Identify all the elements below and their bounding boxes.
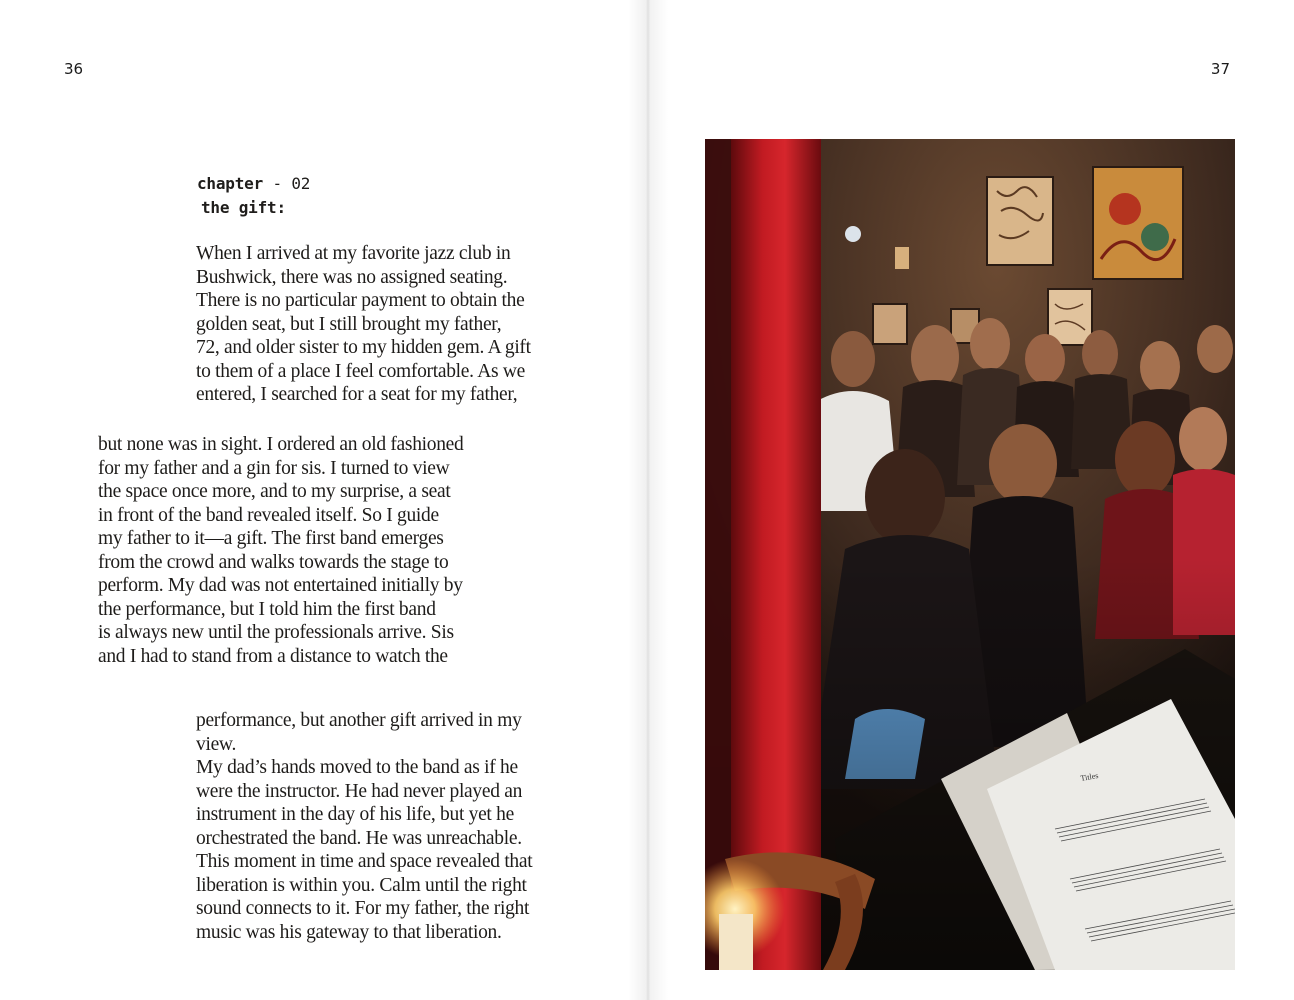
page-number-right: 37 [1210, 60, 1230, 78]
text-line: instrument in the day of his life, but yet he [196, 804, 514, 825]
text-line: were the instructor. He had never played an [196, 780, 523, 802]
candle [719, 914, 753, 970]
red-pillar [731, 139, 821, 970]
text-line: the space once more, and to my surprise, a seat [98, 481, 451, 502]
text-line: sound connects to it. For my father, the right [196, 898, 530, 919]
chapter-title: the gift: [201, 198, 286, 217]
text-line: is always new until the professionals arrive. Sis [98, 622, 454, 643]
page-number-left: 36 [64, 60, 84, 78]
paragraph-2 [98, 433, 528, 668]
text-line: There is no particular payment to obtain the [196, 290, 525, 311]
text-line: and I had to stand from a distance to watch the [98, 645, 448, 667]
jazz-club-photo [705, 139, 1235, 970]
wall-lamp [845, 226, 861, 242]
text-line: the performance, but I told him the first band [98, 598, 436, 620]
text-line: my father to it—a gift. The first band emerges [98, 528, 444, 549]
text-line: golden seat, but I still brought my father, [196, 313, 502, 335]
paragraph-3 [196, 709, 596, 944]
text-line: music was his gateway to that liberation. [196, 921, 502, 943]
text-line: view. [196, 733, 237, 755]
text-line: 72, and older sister to my hidden gem. A gift [196, 337, 531, 358]
right-page [647, 0, 1294, 1000]
text-line: My dad’s hands moved to the band as if he [196, 757, 518, 778]
chapter-number: 02 [291, 174, 311, 193]
text-line: perform. My dad was not entertained initially by [98, 575, 463, 596]
text-line: but none was in sight. I ordered an old fashioned [98, 434, 464, 455]
text-line: for my father and a gin for sis. I turned to view [98, 457, 450, 479]
text-line: liberation is within you. Calm until the right [196, 874, 527, 896]
chapter-separator: - [272, 174, 282, 193]
text-line: Bushwick, there was no assigned seating. [196, 266, 508, 288]
chapter-heading [197, 172, 310, 220]
sheet-music-title: Titles [1079, 770, 1100, 783]
photo-illustration [705, 139, 1235, 970]
text-line: This moment in time and space revealed that [196, 851, 533, 872]
text-line: performance, but another gift arrived in my [196, 710, 522, 731]
paragraph-1 [196, 242, 596, 407]
chapter-label: chapter [197, 174, 264, 193]
text-line: entered, I searched for a seat for my father, [196, 384, 518, 405]
text-line: in front of the band revealed itself. So I guide [98, 504, 439, 526]
text-line: When I arrived at my favorite jazz club in [196, 243, 511, 264]
text-line: from the crowd and walks towards the stage to [98, 551, 449, 573]
text-line: to them of a place I feel comfortable. As we [196, 360, 525, 382]
text-line: orchestrated the band. He was unreachable. [196, 827, 522, 849]
